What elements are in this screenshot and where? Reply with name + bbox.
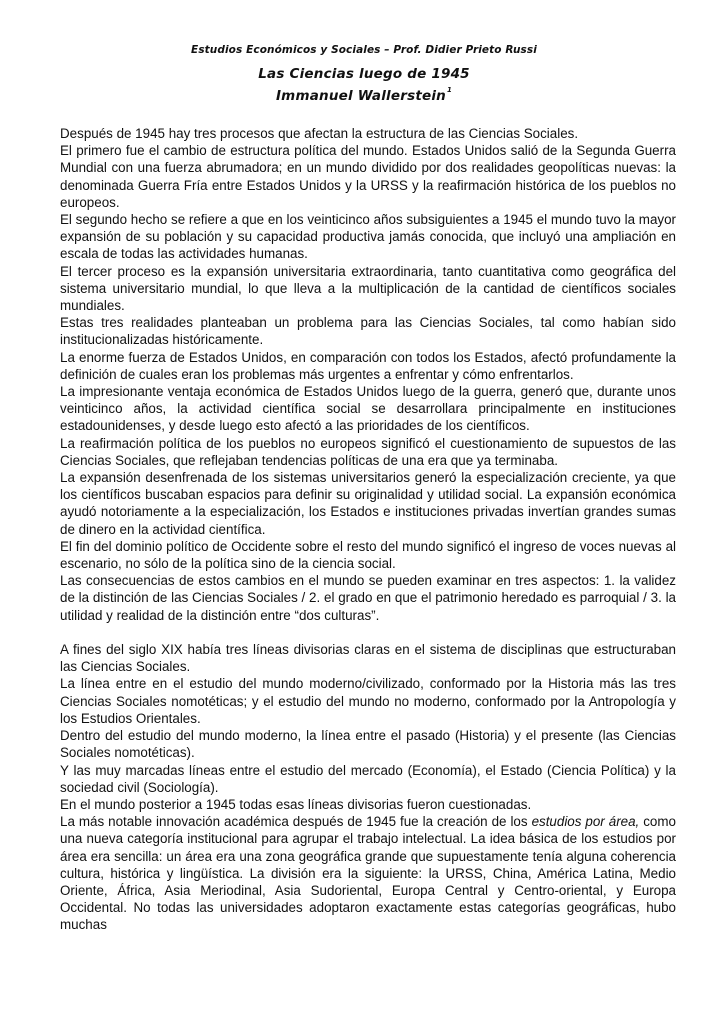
footnote-marker: 1 xyxy=(446,86,453,94)
paragraph xyxy=(60,813,676,933)
paragraph: A fines del siglo XIX había tres líneas divisorias claras en el sistema de disciplinas que estructuraban las Ciencias Sociales. xyxy=(60,642,676,675)
paragraph: El fin del dominio político de Occidente sobre el resto del mundo significó el ingreso de voces nuevas al escenario, no sólo de la política sino de la ciencia social. xyxy=(60,538,676,572)
running-header: Estudios Económicos y Sociales – Prof. Didier Prieto Russi xyxy=(191,44,537,56)
paragraph: Y las muy marcadas líneas entre el estudio del mercado (Economía), el Estado (Ciencia Política) y la sociedad civil (Sociología). xyxy=(60,762,676,795)
paragraph: La línea entre en el estudio del mundo moderno/civilizado, conformado por la Historia más las tres Ciencias Sociales nomotéticas; y el estudio del mundo no moderno, conformado por la Antropología y los Estudios Orientales. xyxy=(60,676,676,726)
document-author-line xyxy=(0,88,728,104)
paragraph: En el mundo posterior a 1945 todas esas líneas divisorias fueron cuestionadas. xyxy=(60,796,532,812)
paragraph: Después de 1945 hay tres procesos que afectan la estructura de las Ciencias Sociales. xyxy=(60,126,579,141)
paragraph-text: La más notable innovación académica después de 1945 fue la creación de los xyxy=(60,814,532,830)
document-title: Las Ciencias luego de 1945 xyxy=(258,66,470,82)
body-text xyxy=(60,125,676,1025)
paragraph: La impresionante ventaja económica de Estados Unidos luego de la guerra, generó que, durante unos veinticinco años, la actividad científica social se desarrollara principalmente en instituciones estadounidenses, y desde luego esto afectó a las prioridades de los científicos. xyxy=(60,384,676,434)
author-name: Immanuel Wallerstein xyxy=(275,88,446,104)
paragraph: Dentro del estudio del mundo moderno, la línea entre el pasado (Historia) y el presente (las Ciencias Sociales nomotéticas). xyxy=(60,728,676,761)
paragraph: Estas tres realidades planteaban un problema para las Ciencias Sociales, tal como habían sido institucionalizadas históricamente. xyxy=(60,315,676,348)
paragraph: El tercer proceso es la expansión universitaria extraordinaria, tanto cuantitativa como geográfica del sistema universitario mundial, lo que lleva a la multiplicación de la cantidad de científicos sociales mundiales. xyxy=(60,263,676,314)
paragraph-text: como una nueva categoría institucional para agrupar el trabajo intelectual. La idea básica de los estudios por área era sencilla: un área era una zona geográfica grande que supuestamente tenía alguna coherencia cultura, histórica y lingüística. La división era la siguiente: la URSS, China, América Latina, Medio Oriente, África, Asia Meriodinal, Asia Sudoriental, Europa Central y Centro-oriental, y Europa Occidental. No todas las universidades adoptaron exactamente estas categorías geográficas, hubo muchas xyxy=(60,814,676,933)
paragraph: La expansión desenfrenada de los sistemas universitarios generó la especialización creciente, ya que los científicos buscaban espacios para definir su originalidad y utilidad social. La expansión económica ayudó notoriamente a la especialización, los Estados e instituciones privadas invertían grandes sumas de dinero en la actividad científica. xyxy=(60,470,676,537)
paragraph: Las consecuencias de estos cambios en el mundo se pueden examinar en tres aspectos: 1. la validez de la distinción de las Ciencias Sociales / 2. el grado en que el patrimonio heredado es parroquial / 3. la utilidad y realidad de la distinción entre “dos culturas”. xyxy=(60,573,676,623)
paragraph: El segundo hecho se refiere a que en los veinticinco años subsiguientes a 1945 el mundo tuvo la mayor expansión de su población y su capacidad productiva jamás conocida, que incluyó una ampliación en escala de todas las actividades humanas. xyxy=(60,212,676,262)
paragraph: La enorme fuerza de Estados Unidos, en comparación con todos los Estados, afectó profundamente la definición de cuales eran los problemas más urgentes a enfrentar y cómo enfrentarlos. xyxy=(60,349,676,382)
paragraph-gap xyxy=(60,624,676,641)
paragraph: La reafirmación política de los pueblos no europeos significó el cuestionamiento de supuestos de las Ciencias Sociales, que reflejaban tendencias políticas de una era que ya terminaba. xyxy=(60,435,676,468)
emphasized-term: estudios por área, xyxy=(531,814,640,830)
paragraph: El primero fue el cambio de estructura política del mundo. Estados Unidos salió de la Segunda Guerra Mundial con una fuerza abrumadora; en un mundo dividido por dos realidades geopolíticas nuevas: la denominada Guerra Fría entre Estados Unidos y la URSS y la reafirmación histórica de los pueblos no europeos. xyxy=(60,143,676,210)
